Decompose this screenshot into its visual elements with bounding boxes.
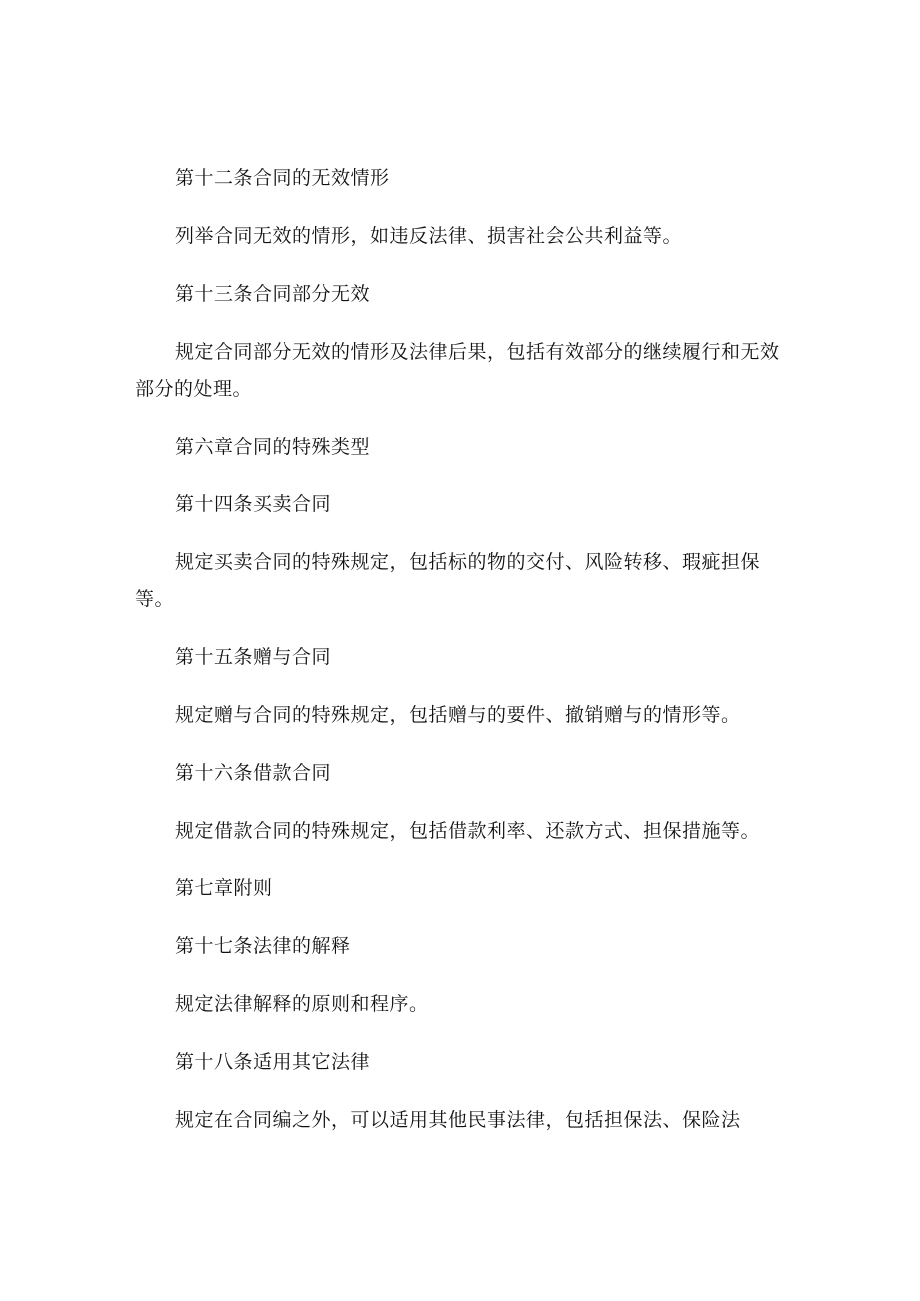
article-15-text: 规定赠与合同的特殊规定，包括赠与的要件、撤销赠与的情形等。: [175, 704, 741, 726]
chapter-7-heading: 第七章附则: [175, 877, 273, 899]
article-17-text: 规定法律解释的原则和程序。: [175, 993, 429, 1015]
article-12-heading: 第十二条合同的无效情形: [175, 167, 390, 189]
chapter-6-heading: 第六章合同的特殊类型: [175, 436, 371, 458]
article-16-text: 规定借款合同的特殊规定，包括借款利率、还款方式、担保措施等。: [175, 820, 761, 842]
document-body: [135, 160, 785, 1139]
article-18-text: 规定在合同编之外，可以适用其他民事法律，包括担保法、保险法: [175, 1109, 741, 1131]
article-14-heading: 第十四条买卖合同: [175, 493, 332, 515]
article-13-heading: 第十三条合同部分无效: [175, 283, 371, 305]
article-14-text: 规定买卖合同的特殊规定，包括标的物的交付、风险转移、瑕疵担保等。: [135, 551, 761, 610]
article-13-text: 规定合同部分无效的情形及法律后果，包括有效部分的继续履行和无效部分的处理。: [135, 341, 780, 400]
article-15-heading: 第十五条赠与合同: [175, 646, 332, 668]
article-18-heading: 第十八条适用其它法律: [175, 1051, 371, 1073]
article-12-text: 列举合同无效的情形，如违反法律、损害社会公共利益等。: [175, 225, 683, 247]
article-17-heading: 第十七条法律的解释: [175, 935, 351, 957]
article-16-heading: 第十六条借款合同: [175, 762, 332, 784]
